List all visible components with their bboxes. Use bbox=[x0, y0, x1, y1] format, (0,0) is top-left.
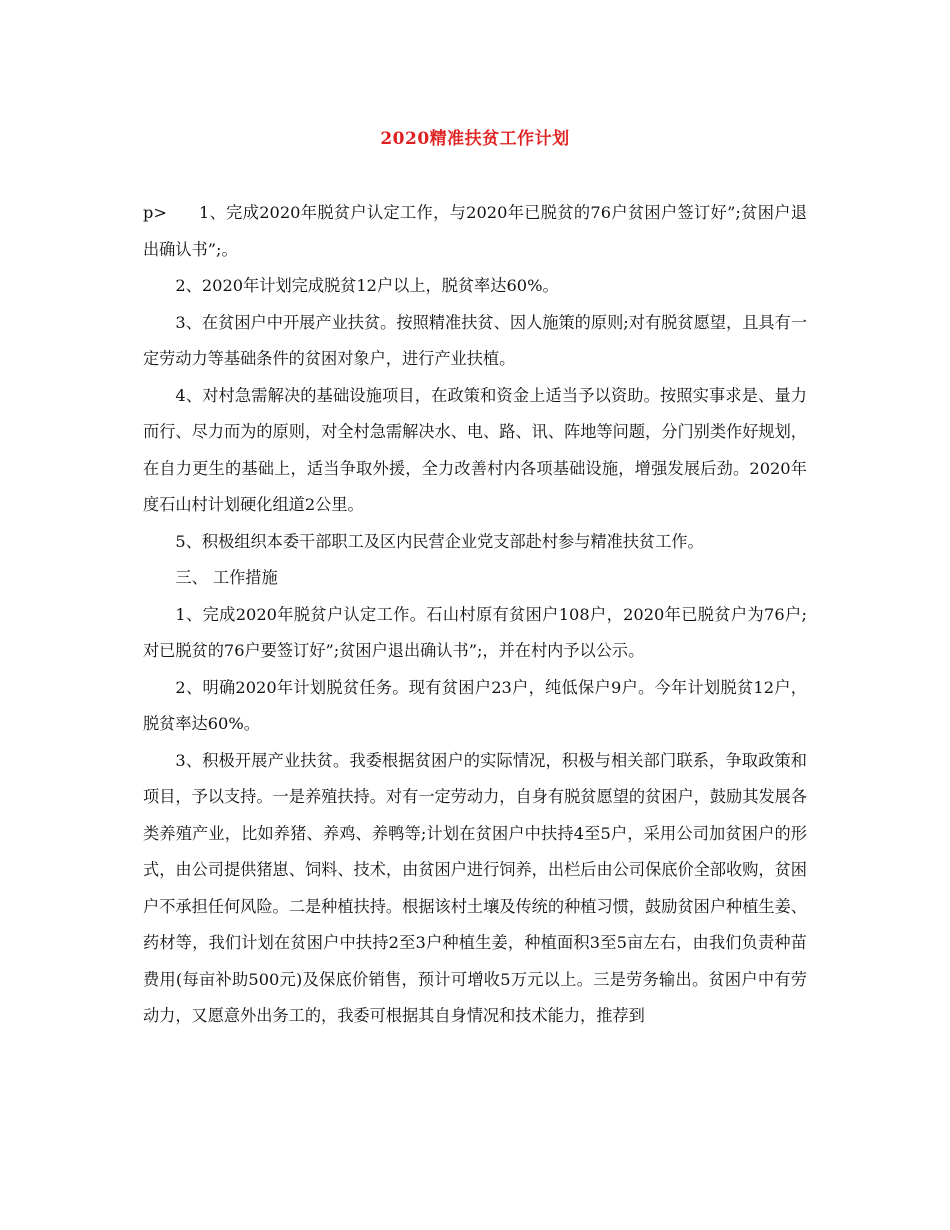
paragraph-3: 3、在贫困户中开展产业扶贫。按照精准扶贫、因人施策的原则;对有脱贫愿望，且具有一定劳动力等基础条件的贫困对象户，进行产业扶植。 bbox=[143, 312, 807, 368]
paragraph-6: 1、完成2020年脱贫户认定工作。石山村原有贫困户108户，2020年已脱贫户为76户;对已脱贫的76户要签订好”;贫困户退出确认书”;，并在村内予以公示。 bbox=[143, 604, 807, 660]
paragraph-2: 2、2020年计划完成脱贫12户以上，脱贫率达60%。 bbox=[175, 276, 559, 295]
paragraph-8: 3、积极开展产业扶贫。我委根据贫困户的实际情况，积极与相关部门联系，争取政策和项目，予以支持。一是养殖扶持。对有一定劳动力，自身有脱贫愿望的贫困户，鼓励其发展各类养殖产业，比如养猪、养鸡、养鸭等;计划在贫困户中扶持4至5户，采用公司加贫困户的形式，由公司提供猪崽、饲料、技术，由贫困户进行饲养，出栏后由公司保底价全部收购，贫困户不承担任何风险。二是种植扶持。根据该村土壤及传统的种植习惯，鼓励贫困户种植生姜、药材等，我们计划在贫困户中扶持2至3户种植生姜，种植面积3至5亩左右，由我们负责种苗费用(每亩补助500元)及保底价销售，预计可增收5万元以上。三是劳务输出。贫困户中有劳动力，又愿意外出务工的，我委可根据其自身情况和技术能力，推荐到 bbox=[143, 750, 807, 1025]
paragraph-7: 2、明确2020年计划脱贫任务。现有贫困户23户，纯低保户9户。今年计划脱贫12户，脱贫率达60%。 bbox=[143, 677, 807, 733]
paragraph-1 bbox=[143, 195, 807, 268]
paragraph-1-text: 1、完成2020年脱贫户认定工作，与2020年已脱贫的76户贫困户签订好”;贫困户退出确认书”;。 bbox=[143, 203, 807, 259]
paragraph-5: 5、积极组织本委干部职工及区内民营企业党支部赴村参与精准扶贫工作。 bbox=[175, 531, 704, 551]
document-title: 2020精准扶贫工作计划 bbox=[380, 129, 570, 149]
paragraph-4: 4、对村急需解决的基础设施项目，在政策和资金上适当予以资助。按照实事求是、量力而行、尽力而为的原则，对全村急需解决水、电、路、讯、阵地等问题，分门别类作好规划，在自力更生的基础上，适当争取外援，全力改善村内各项基础设施，增强发展后劲。2020年度石山村计划硬化组道2公里。 bbox=[143, 385, 807, 514]
section-heading: 三、 工作措施 bbox=[175, 568, 278, 587]
paragraph-marker: p> bbox=[143, 203, 167, 222]
document-body bbox=[143, 195, 807, 1035]
